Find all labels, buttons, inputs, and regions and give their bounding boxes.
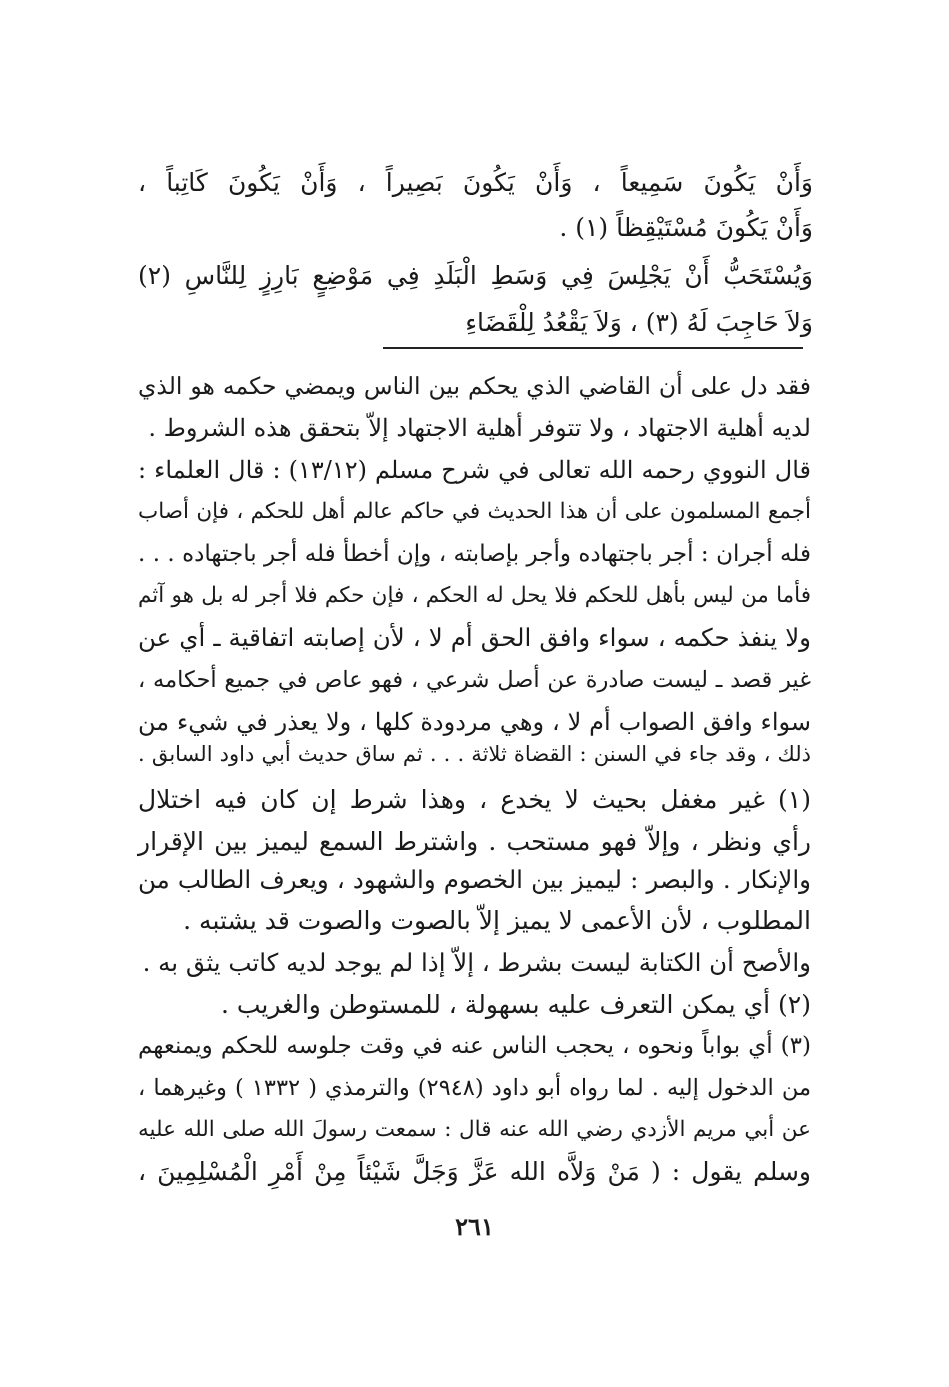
commentary-line: غير قصد ـ ليست صادرة عن أصل شرعي ، فهو عاص في جميع أحكامه ، [138,667,811,693]
page-number: ٢٦١ [455,1212,494,1241]
footnote-line: من الدخول إليه . لما رواه أبو داود (٢٩٤٨) والترمذي ( ١٣٣٢ ) وغيرهما ، [138,1075,811,1101]
main-text-line: وَأَنْ يَكُونَ سَمِيعاً ، وَأَنْ يَكُونَ بَصِيراً ، وَأَنْ يَكُونَ كَاتِباً ، [138,168,813,197]
commentary-line: قال النووي رحمه الله تعالى في شرح مسلم (١٣/١٢) : قال العلماء : [138,456,812,484]
footnote-line: وسلم يقول : ( مَنْ وَلاَّه الله عَزَّ وَجَلَّ شَيْئاً مِنْ أَمْرِ الْمُسْلِمِينَ ، [138,1157,811,1186]
footnote-line: والأصح أن الكتابة ليست بشرط ، إلاّ إذا لم يوجد لديه كاتب يثق به . [142,948,811,977]
commentary-line: ذلك ، وقد جاء في السنن : القضاة ثلاثة . . . ثم ساق حديث أبي داود السابق . [138,742,811,766]
footnote-line: رأي ونظر ، وإلاّ فهو مستحب . واشترط السمع ليميز بين الإقرار [138,827,811,856]
commentary-line: لديه أهلية الاجتهاد ، ولا تتوفر أهلية الاجتهاد إلاّ بتحقق هذه الشروط . [148,414,811,442]
footnote-line: (٢) أي يمكن التعرف عليه بسهولة ، للمستوطن والغريب . [220,990,811,1019]
commentary-line: فأما من ليس بأهل للحكم فلا يحل له الحكم ، فإن حكم فلا أجر له بل هو آثم [138,583,811,608]
footnote-line: المطلوب ، لأن الأعمى لا يميز إلاّ بالصوت والصوت قد يشتبه . [183,906,811,935]
main-text-line: وَلاَ حَاجِبَ لَهُ (٣) ، وَلاَ يَقْعُدُ لِلْقَضَاءِ [465,308,813,337]
commentary-line: ولا ينفذ حكمه ، سواء وافق الحق أم لا ، لأن إصابته اتفاقية ـ أي عن [138,623,811,652]
main-text-line: وَأَنْ يَكُونَ مُسْتَيْقِظاً (١) . [559,213,813,242]
commentary-line: فله أجران : أجر باجتهاده وأجر بإصابته ، وإن أخطأ فله أجر باجتهاده . . . [138,541,811,567]
footnote-line: (٣) أي بواباً ونحوه ، يحجب الناس عنه في وقت جلوسه للحكم ويمنعهم [138,1033,811,1059]
commentary-line: أجمع المسلمون على أن هذا الحديث في حاكم عالم أهل للحكم ، فإن أصاب [138,499,811,524]
commentary-line: سواء وافق الصواب أم لا ، وهي مردودة كلها ، ولا يعذر في شيء من [138,708,811,736]
footnote-line: والإنكار . والبصر : ليميز بين الخصوم والشهود ، ويعرف الطالب من [138,865,811,894]
footnote-divider [383,347,803,349]
main-text-line: وَيُسْتَحَبُّ أَنْ يَجْلِسَ فِي وَسَطِ الْبَلَدِ فِي مَوْضِعٍ بَارِزٍ لِلنَّاسِ (٢) [138,261,813,290]
commentary-line: فقد دل على أن القاضي الذي يحكم بين الناس ويمضي حكمه هو الذي [138,372,811,400]
footnote-line: عن أبي مريم الأزدي رضي الله عنه قال : سمعت رسولَ الله صلى الله عليه [138,1117,811,1142]
footnote-line: (١) غير مغفل بحيث لا يخدع ، وهذا شرط إن كان فيه اختلال [138,785,811,814]
